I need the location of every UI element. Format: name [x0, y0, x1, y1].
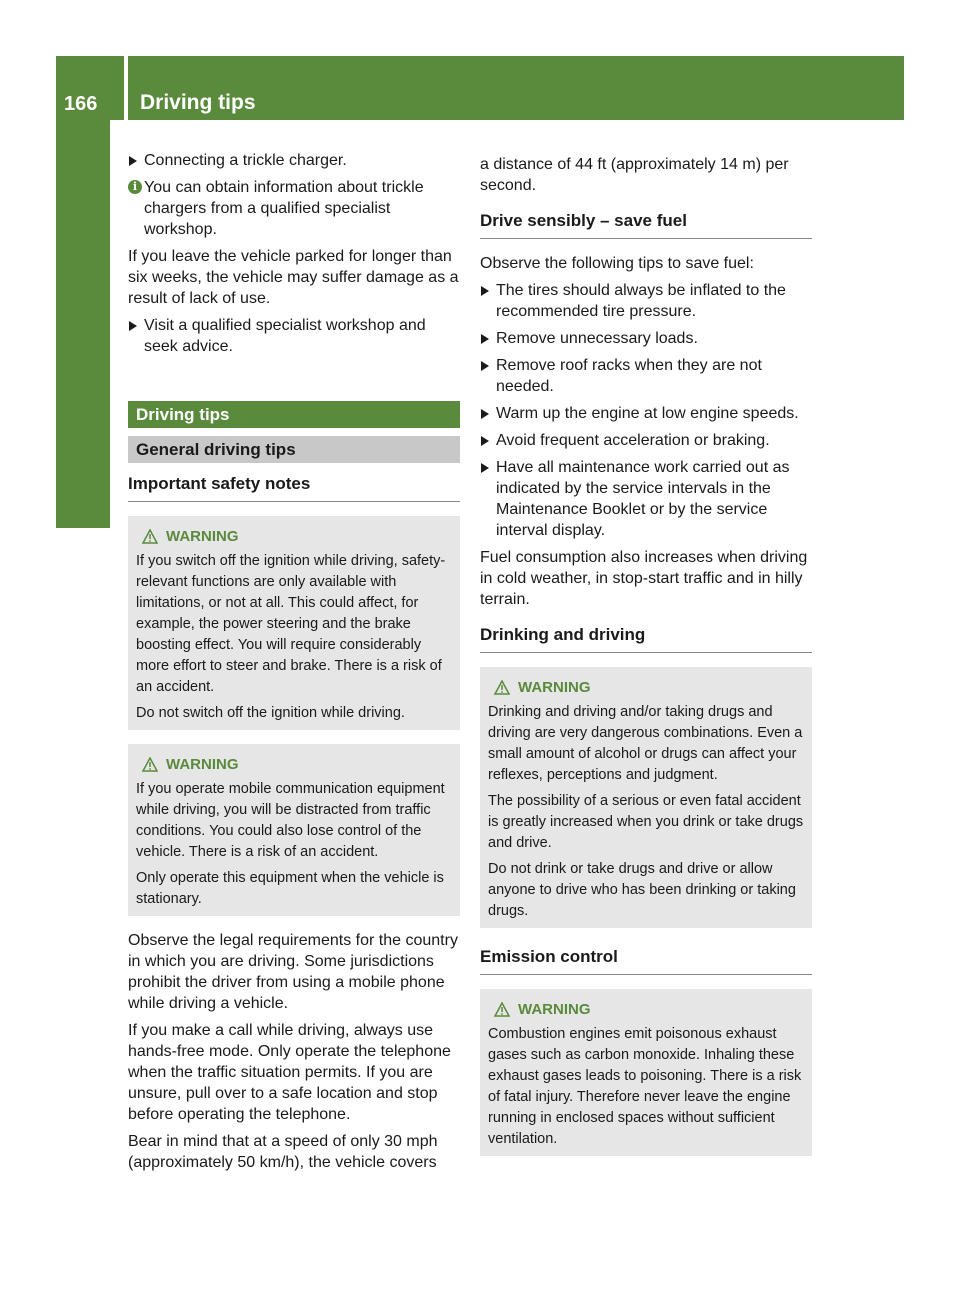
warning-text: Do not drink or take drugs and drive or allow anyone to drive who has been drinking or taking drugs. [488, 861, 796, 919]
warning-box [480, 667, 812, 928]
warning-triangle-icon [494, 680, 510, 695]
warning-header [494, 677, 804, 698]
step-item: The tires should always be inflated to the recommended tire pressure. [480, 280, 812, 322]
warning-label: WARNING [518, 1001, 591, 1018]
subsection-title: General driving tips [128, 436, 460, 463]
warning-header [494, 999, 804, 1020]
paragraph: Bear in mind that at a speed of only 30 mph (approximately 50 km/h), the vehicle covers [128, 1133, 438, 1171]
warning-text: If you switch off the ignition while driving, safety-relevant functions are only available with limitations, or not at all. This could affect, for example, the power steering and the brake boosting effect. You will require considerably more effort to steer and brake. There is a risk of an accident. [136, 553, 446, 695]
warning-header [142, 526, 452, 547]
warning-text: If you operate mobile communication equipment while driving, you will be distracted from traffic conditions. You could also lose control of the vehicle. There is a risk of an accident. [136, 781, 445, 860]
warning-text: Do not switch off the ignition while driving. [136, 705, 405, 721]
left-column [128, 150, 460, 1179]
step-item: Avoid frequent acceleration or braking. [480, 430, 812, 451]
paragraph: Observe the legal requirements for the country in which you are driving. Some jurisdictions prohibit the driver from using a mobile phone while driving a vehicle. [128, 932, 458, 1012]
warning-triangle-icon [142, 757, 158, 772]
warning-triangle-icon [142, 529, 158, 544]
warning-triangle-icon [494, 1002, 510, 1017]
warning-text: Combustion engines emit poisonous exhaust gases such as carbon monoxide. Inhaling these exhaust gases leads to poisoning. There is a risk of fatal injury. Therefore never leave the engine running in enclosed spaces without sufficient ventilation. [488, 1026, 802, 1147]
warning-box [128, 744, 460, 916]
step-item: Remove unnecessary loads. [480, 328, 812, 349]
step-item: Connecting a trickle charger. [128, 150, 460, 171]
info-note-text: You can obtain information about trickle chargers from a qualified specialist workshop. [144, 179, 424, 238]
warning-header [142, 754, 452, 775]
chapter-side-label: Driving and parking [74, 129, 99, 336]
heading-drinking-driving: Drinking and driving [480, 624, 812, 653]
step-item: Warm up the engine at low engine speeds. [480, 403, 812, 424]
right-column [480, 154, 812, 1170]
warning-label: WARNING [166, 756, 239, 773]
paragraph: Observe the following tips to save fuel: [480, 255, 754, 272]
warning-box [480, 989, 812, 1156]
paragraph: a distance of 44 ft (approximately 14 m) per second. [480, 156, 789, 194]
section-title: Driving tips [128, 401, 460, 428]
warning-label: WARNING [518, 679, 591, 696]
page-title: Driving tips [140, 91, 256, 114]
info-icon: i [128, 180, 142, 194]
page-number: 166 [64, 93, 98, 115]
warning-box [128, 516, 460, 730]
warning-text: Only operate this equipment when the vehicle is stationary. [136, 870, 444, 907]
info-note [128, 177, 460, 240]
warning-text: The possibility of a serious or even fatal accident is greatly increased when you drink or take drugs and drive. [488, 793, 804, 851]
warning-label: WARNING [166, 528, 239, 545]
header-divider [124, 56, 128, 120]
step-item: Have all maintenance work carried out as indicated by the service intervals in the Maintenance Booklet or by the service interval display. [480, 457, 812, 541]
heading-save-fuel: Drive sensibly – save fuel [480, 210, 812, 239]
heading-safety-notes: Important safety notes [128, 473, 460, 502]
paragraph: Fuel consumption also increases when driving in cold weather, in stop-start traffic and in hilly terrain. [480, 549, 808, 608]
paragraph: If you make a call while driving, always use hands-free mode. Only operate the telephone when the traffic situation permits. If you are unsure, pull over to a safe location and stop before operating the telephone. [128, 1022, 451, 1123]
paragraph: If you leave the vehicle parked for longer than six weeks, the vehicle may suffer damage as a result of lack of use. [128, 248, 459, 307]
heading-emission-control: Emission control [480, 946, 812, 975]
step-item: Remove roof racks when they are not needed. [480, 355, 812, 397]
warning-text: Drinking and driving and/or taking drugs and driving are very dangerous combinations. Even a small amount of alcohol or drugs can affect your reflexes, perceptions and judgment. [488, 704, 803, 783]
step-item: Visit a qualified specialist workshop and seek advice. [128, 315, 460, 357]
